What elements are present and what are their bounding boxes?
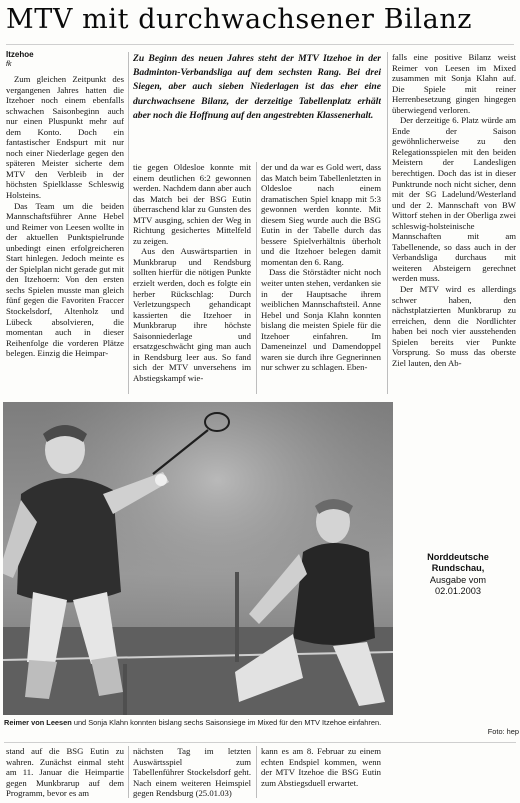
paragraph: stand auf die BSG Eutin zu wahren. Zunächst einmal steht am 11. Januar die Heimpartie gegen Munkbrarup auf dem Programm, bevor es am <box>6 746 124 798</box>
article-bottom-column-2 <box>133 746 251 798</box>
source-note <box>401 552 515 597</box>
paragraph: nächsten Tag im letzten Auswärtsspiel zum Tabellenführer Stockelsdorf geht. Nach einem weiteren Heimspiel gegen Rendsburg (25.01.03) <box>133 746 251 798</box>
column-rule <box>128 746 129 798</box>
photo-credit: Foto: hep <box>487 727 519 736</box>
article-column-3 <box>261 162 381 394</box>
source-edition-label: Ausgabe vom <box>429 574 487 585</box>
byline-author: fk <box>6 61 12 68</box>
source-newspaper: Norddeutsche Rundschau, <box>427 552 489 574</box>
column-rule <box>128 52 129 394</box>
paragraph: der und da war es Gold wert, dass das Match beim Tabellenletzten in Oldesloe nach einem dramatischen Spiel knapp mit 5:3 gewonnen werden konnte. Mit diesem Sieg wurde auch die BSG Eutin in der Tabelle durch das bessere Spielverhältnis überholt und die Itzehoer belegen damit momentan den 6. Rang. <box>261 162 381 267</box>
caption-text: und Sonja Klahn konnten bislang sechs Saisonsiege im Mixed für den MTV Itzehoe einfahren. <box>71 718 382 727</box>
article-column-4 <box>392 52 516 394</box>
photo-caption <box>4 718 519 740</box>
lead-paragraph: Zu Beginn des neuen Jahres steht der MTV Itzehoe in der Badminton-Verbandsliga auf dem sechsten Rang. Bei drei Siegen, aber auch sieben Niederlagen ist das eher eine durchwachsene Bilanz, der derzeitige Tabellenplatz erhält aber noch die Hoffnung auf den angestrebten Klassenerhalt. <box>133 53 381 121</box>
paragraph: Das Team um die beiden Mannschaftsführer Anne Hebel und Reimer von Leesen wollte in der aktuellen Punktspielrunde unbedingt einen erfolgreicheren Start hinlegen. Jedoch meinte es der Spielplan nicht gerade gut mit den Itzehoern: Von den ersten sechs Spielen musste man gleich fünf gegen die Favoriten Fraccer Stockelsdorf, Altenholz und Lübeck absolvieren, die momentan auch in dieser Reihenfolge die vorderen Plätze belegen. Einzig die Heimpar- <box>6 200 124 359</box>
headline: MTV mit durchwachsener Bilanz <box>6 4 473 35</box>
article-bottom-column-1 <box>6 746 124 798</box>
headline-rule <box>6 44 514 45</box>
paragraph: tie gegen Oldesloe konnte mit einem deutlichen 6:2 gewonnen werden. Nachdem dann aber auch das Match bei der BSG Eutin überraschend klar zu Gunsten des MTV ausging, schien der Weg in Richtung gesichertes Mittelfeld zu zeigen. <box>133 162 251 246</box>
column-rule <box>387 52 388 394</box>
article-column-1 <box>6 74 124 392</box>
byline-place: Itzehoe <box>6 50 34 59</box>
column-rule <box>256 746 257 798</box>
column-rule <box>256 162 257 394</box>
match-photo <box>3 402 393 715</box>
photo-players-illustration <box>3 402 393 715</box>
paragraph: Dass die Störstädter nicht noch weiter unten stehen, verdanken sie in der Hauptsache ihrem weiblichen Mannschaftsteil. Anne Hebel und Sonja Klahn konnten bislang die meisten Spiele für die Itzehoer einfahren. Im Dameneinzel und Damendoppel waren sie durch ihre Gegnerinnen nur schwer zu schlagen. Eben- <box>261 267 381 373</box>
source-date: 02.01.2003 <box>435 585 481 596</box>
paragraph: Der MTV wird es allerdings schwer haben, den nächstplatzierten Munkbrarup zu erreichen, denn die Nordlichter haben bei noch vier ausstehenden Spielen bereits vier Punkte Vorsprung. So muss das oberste Ziel lauten, den Ab- <box>392 284 516 368</box>
paragraph: falls eine positive Bilanz weist Reimer von Leesen im Mixed zusammen mit Sonja Klahn auf. Die Spiele mit reiner Herrenbesetzung gingen hingegen überwiegend verloren. <box>392 52 516 115</box>
caption-rule <box>4 742 516 743</box>
article-bottom-column-3 <box>261 746 381 798</box>
article-column-2 <box>133 162 251 394</box>
paragraph: kann es am 8. Februar zu einem echten Endspiel kommen, wenn der MTV Itzehoe die BSG Eutin zum Abstiegsduell erwartet. <box>261 746 381 788</box>
paragraph: Der derzeitige 6. Platz würde am Ende der Saison gewöhnlicherweise zu den Relegationsspielen mit den beiden Meistern der Landesligen berechtigen. Doch das ist in dieser Punktrunde noch nicht sicher, denn mit der SG Ladelund/Westerland und der 2. Mannschaft von BW Wittorf stehen in der Oberliga zwei schleswig-holsteinische Mannschaften mit am Tabellenende, so dass auch in der Verbandsliga durchaus mit weiteren Absteigern gerechnet werden muss. <box>392 115 516 284</box>
paragraph: Zum gleichen Zeitpunkt des vergangenen Jahres hatten die Itzehoer noch einem ebenfalls schwachen Saisonbeginn auch nur einen Pluspunkt mehr auf dem Konto. Doch ein fantastischer Endspurt mit nur noch einer Niederlage gegen den späteren Meister sicherte dem MTV den Verbleib in der höchsten Spielklasse Schleswig Holsteins. <box>6 74 124 201</box>
caption-name: Reimer von Leesen <box>4 718 72 727</box>
paragraph: Aus den Auswärtspartien in Munkbrarup und Rendsburg sollten hierfür die nötigen Punkte erzielt werden, doch es folgte ein herber Rückschlag: Durch Verletzungspech gehandicapt kassierten die Itzehoer in Munkbrarup ihre höchste Saisonniederlage und ersatzgeschwächt ging man auch in Rendsburg leer aus. So fand sich der MTV unversehens im Abstiegskampf wie- <box>133 246 251 383</box>
